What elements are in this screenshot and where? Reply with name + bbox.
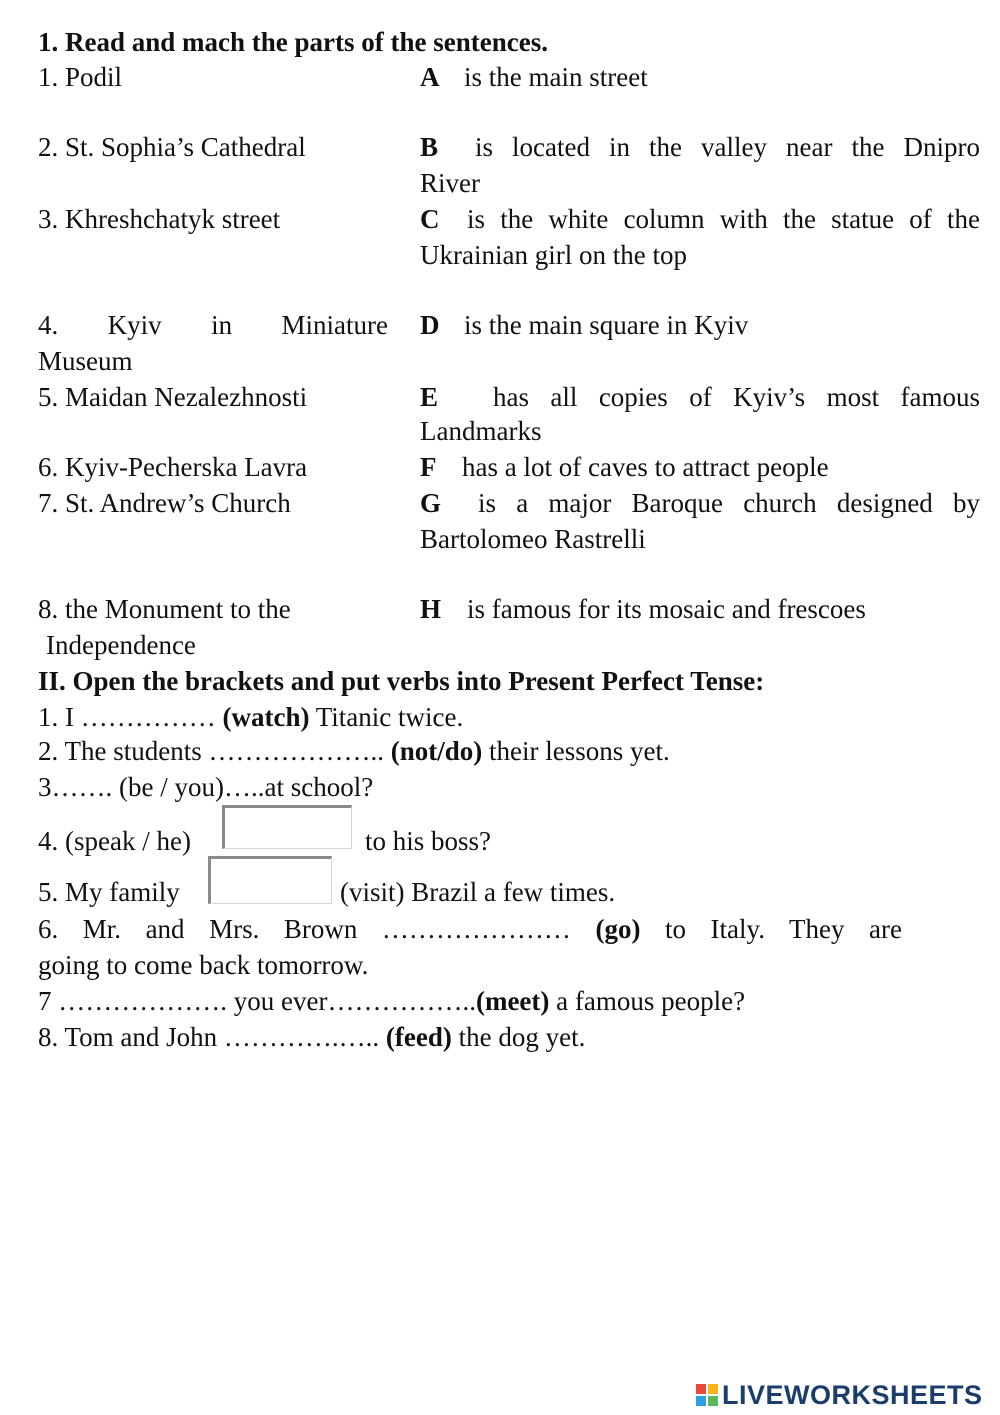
exercise-item-2: 2. The students ……………….. (not/do) their lessons yet. <box>38 736 670 766</box>
right-text-b-cont: River <box>420 168 480 198</box>
logo-mark-icon <box>696 1384 718 1406</box>
exercise-item-4-post: to his boss? <box>365 826 492 856</box>
logo-square-blue <box>696 1396 706 1406</box>
right-text-d: is the main square in Kyiv <box>464 310 749 340</box>
right-text-c-cont: Ukrainian girl on the top <box>420 240 687 270</box>
left-item-3: 3. Khreshchatyk street <box>38 204 281 234</box>
left-item-1: 1. Podil <box>38 62 123 92</box>
left-item-6: 6. Kyiv-Pecherska Lavra <box>38 452 308 482</box>
exercise-item-4-pre: 4. (speak / he) <box>38 826 191 856</box>
right-text-h: is famous for its mosaic and frescoes <box>467 594 866 624</box>
right-letter-e: E <box>420 382 439 412</box>
left-item-4-cont: Museum <box>38 346 133 376</box>
logo-text: LIVEWORKSHEETS <box>722 1379 983 1410</box>
right-text-f: has a lot of caves to attract people <box>462 452 829 482</box>
logo-square-green <box>708 1396 718 1406</box>
exercise-item-8: 8. Tom and John ………….….. (feed) the dog yet. <box>38 1022 586 1052</box>
exercise-item-6: 6. Mr. and Mrs. Brown ………………… (go) to Italy. They are <box>38 914 902 944</box>
right-letter-g: G <box>420 488 442 518</box>
left-item-8-cont: Independence <box>46 630 196 660</box>
right-text-g: is a major Baroque church designed by <box>478 488 980 518</box>
right-text-b: is located in the valley near the Dnipro <box>475 132 980 162</box>
logo-square-yellow <box>708 1384 718 1394</box>
right-text-c: is the white column with the statue of the <box>467 204 980 234</box>
right-letter-b: B <box>420 132 439 162</box>
right-text-e-cont: Landmarks <box>420 416 542 446</box>
exercise-item-1: 1. I …………… (watch) Titanic twice. <box>38 702 464 732</box>
exercise-item-5-post: (visit) Brazil a few times. <box>340 877 616 907</box>
answer-input-4[interactable] <box>222 805 352 849</box>
right-text-e: has all copies of Kyiv’s most famous <box>493 382 980 412</box>
right-letter-a: A <box>420 62 440 92</box>
section1-heading: 1. Read and mach the parts of the sentences. <box>38 27 548 57</box>
liveworksheets-logo[interactable] <box>696 1378 983 1412</box>
logo-square-red <box>696 1384 706 1394</box>
answer-input-5[interactable] <box>208 856 332 904</box>
exercise-item-7: 7 ………………. you ever……………..(meet) a famous people? <box>38 986 746 1016</box>
exercise-item-6-cont: going to come back tomorrow. <box>38 950 369 980</box>
right-letter-f: F <box>420 452 437 482</box>
left-item-8: 8. the Monument to the <box>38 594 291 624</box>
right-letter-d: D <box>420 310 440 340</box>
left-item-4: 4. Kyiv in Miniature <box>38 310 388 340</box>
left-item-7: 7. St. Andrew’s Church <box>38 488 291 518</box>
right-text-g-cont: Bartolomeo Rastrelli <box>420 524 646 554</box>
exercise-item-5-pre: 5. My family <box>38 877 180 907</box>
left-item-2: 2. St. Sophia’s Cathedral <box>38 132 306 162</box>
right-letter-c: C <box>420 204 440 234</box>
right-text-a: is the main street <box>464 62 648 92</box>
exercise-item-3: 3……. (be / you)…..at school? <box>38 772 374 802</box>
right-letter-h: H <box>420 594 442 624</box>
section2-heading: II. Open the brackets and put verbs into Present Perfect Tense: <box>38 666 765 696</box>
left-item-5: 5. Maidan Nezalezhnosti <box>38 382 308 412</box>
